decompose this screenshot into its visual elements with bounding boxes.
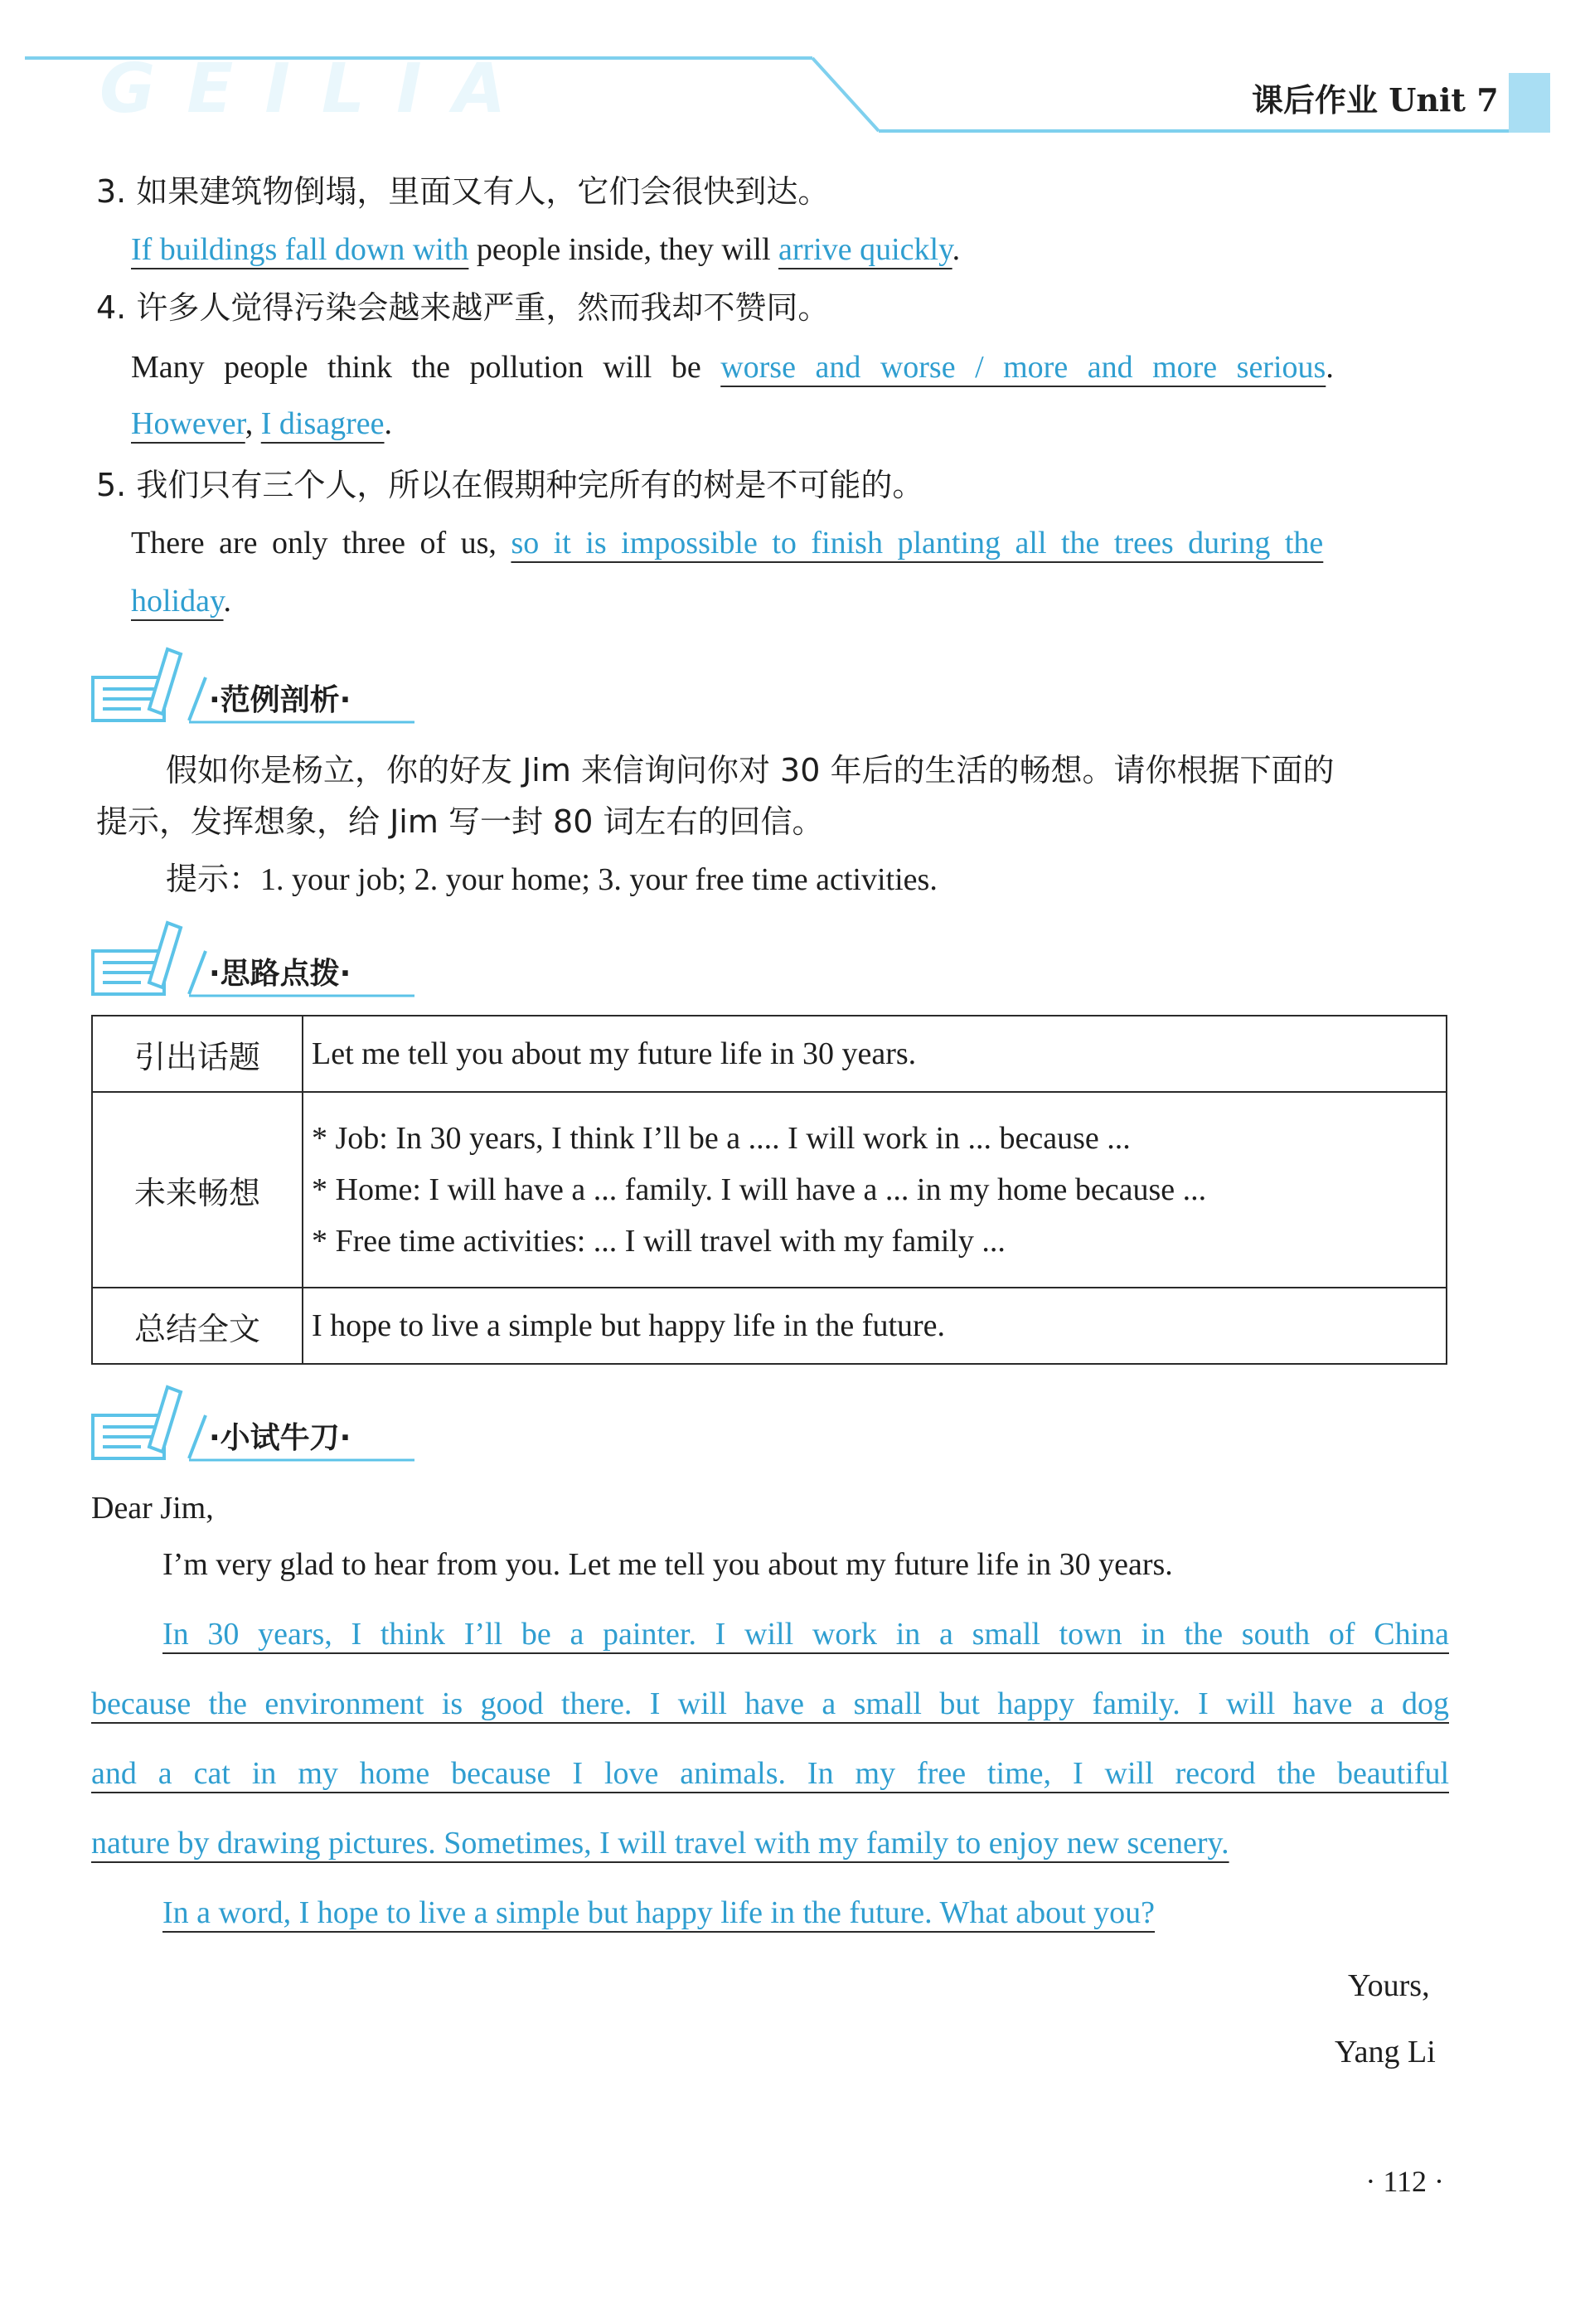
prompt-line-1: 假如你是杨立，你的好友 Jim 来信询问你对 30 年后的生活的畅想。请你根据下面的 bbox=[166, 752, 1335, 788]
table-row bbox=[92, 1092, 1447, 1288]
q4-prefix: Many people think the pollution will be bbox=[131, 350, 721, 385]
table-row-key: 总结全文 bbox=[92, 1288, 303, 1364]
q5-end: . bbox=[223, 584, 232, 619]
q3-english bbox=[131, 229, 960, 270]
prompt-hints: 提示：1. your job; 2. your home; 3. your free time activities. bbox=[166, 862, 938, 897]
letter-body-line-3: and a cat in my home because I love animals. In my free time, I will record the beautiful bbox=[91, 1756, 1449, 1791]
table-row-line: * Free time activities: ... I will travel with my family ... bbox=[312, 1224, 1006, 1259]
q3-end: . bbox=[952, 232, 961, 267]
table-row-key: 未来畅想 bbox=[92, 1092, 303, 1288]
q5-english-line2 bbox=[131, 580, 231, 622]
q5-chinese: 5. 我们只有三个人，所以在假期种完所有的树是不可能的。 bbox=[96, 467, 924, 503]
q3-middle: people inside, they will bbox=[468, 232, 779, 267]
table-row-key: 引出话题 bbox=[92, 1016, 303, 1092]
q3-answer-2: arrive quickly bbox=[778, 232, 952, 267]
table-row-line: I hope to live a simple but happy life in the future. bbox=[312, 1308, 946, 1343]
letter-body-line-4: nature by drawing pictures. Sometimes, I will travel with my family to enjoy new scenery. bbox=[91, 1826, 1229, 1861]
letter-body-line-1: In 30 years, I think I’ll be a painter. I will work in a small town in the south of China bbox=[162, 1617, 1449, 1652]
header-watermark: GEILIA bbox=[99, 50, 538, 129]
table-row-line: * Job: In 30 years, I think I’ll be a .... I will work in ... because ... bbox=[312, 1121, 1131, 1156]
table-row-value bbox=[303, 1092, 1447, 1288]
q4-english-line1 bbox=[131, 347, 1451, 388]
page-number: · 112 · bbox=[1365, 2165, 1444, 2198]
table-row bbox=[92, 1016, 1447, 1092]
table-row-line: * Home: I will have a ... family. I will have a ... in my home because ... bbox=[312, 1172, 1207, 1207]
letter-signature: Yang Li bbox=[1335, 2035, 1436, 2069]
q4-answer-3: I disagree bbox=[260, 406, 385, 441]
q5-english-line1 bbox=[131, 522, 1323, 564]
q3-answer-1: If buildings fall down with bbox=[131, 232, 469, 267]
letter-body-line-2: because the environment is good there. I will have a small but happy family. I will have a dog bbox=[91, 1686, 1449, 1721]
letter-intro: I’m very glad to hear from you. Let me tell you about my future life in 30 years. bbox=[162, 1547, 1173, 1582]
table-row bbox=[92, 1288, 1447, 1364]
q4-answer-2: However bbox=[131, 406, 245, 441]
section-title-example: ·范例剖析· bbox=[209, 683, 351, 717]
table-row-line: Let me tell you about my future life in 30 years. bbox=[312, 1036, 917, 1071]
q4-end-1: . bbox=[1326, 350, 1334, 385]
table-row-value bbox=[303, 1288, 1447, 1364]
q5-prefix: There are only three of us, bbox=[131, 526, 511, 560]
section-title-thinking: ·思路点拨· bbox=[209, 957, 351, 991]
letter-closing-line: In a word, I hope to live a simple but happy life in the future. What about you? bbox=[162, 1895, 1156, 1930]
header-title: 课后作业 Unit 7 bbox=[1252, 81, 1499, 119]
table-row-value bbox=[303, 1016, 1447, 1092]
q5-answer-2: holiday bbox=[131, 584, 224, 619]
q3-chinese: 3. 如果建筑物倒塌，里面又有人，它们会很快到达。 bbox=[96, 173, 830, 210]
q4-comma: , bbox=[245, 406, 261, 441]
writing-tips-table bbox=[91, 1015, 1447, 1365]
letter-greeting: Dear Jim, bbox=[91, 1491, 214, 1526]
letter-signoff: Yours, bbox=[1348, 1968, 1430, 2003]
q4-english-line2 bbox=[131, 403, 392, 444]
prompt-line-2: 提示，发挥想象，给 Jim 写一封 80 词左右的回信。 bbox=[96, 803, 824, 840]
q4-end-2: . bbox=[384, 406, 393, 441]
section-title-practice: ·小试牛刀· bbox=[209, 1421, 351, 1455]
q4-answer-1: worse and worse / more and more serious bbox=[720, 350, 1326, 385]
q4-chinese: 4. 许多人觉得污染会越来越严重，然而我却不赞同。 bbox=[96, 289, 830, 326]
q5-answer-1: so it is impossible to finish planting all the trees during the bbox=[511, 526, 1324, 560]
